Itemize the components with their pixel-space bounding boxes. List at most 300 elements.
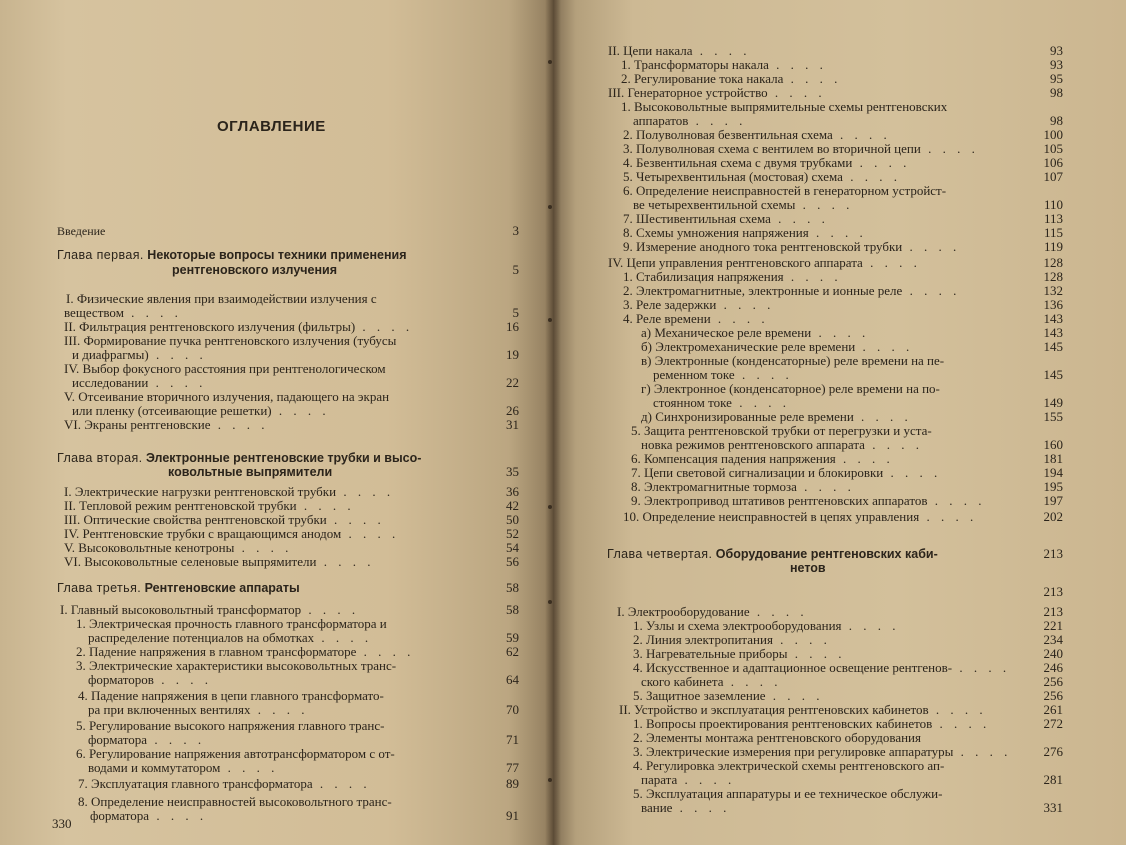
toc-entry-title: форматора: [88, 732, 148, 747]
leader-dots: . . . .: [312, 776, 371, 791]
leader-dots: . . . .: [928, 702, 987, 717]
toc-entry-title: 2. Линия электропитания: [633, 632, 773, 647]
right-toc-entry: [653, 396, 790, 410]
toc-entry-title: VI. Высоковольтные селеновые выпрямители: [64, 554, 317, 569]
left-toc-entry: [76, 645, 414, 659]
toc-entry-title: вание: [641, 800, 673, 815]
toc-page-number: 128: [1043, 255, 1063, 270]
left-toc-entry: [57, 248, 407, 262]
leader-dots: . . . .: [765, 688, 824, 703]
right-toc-entry: [641, 438, 923, 452]
leader-dots: . . . .: [731, 395, 790, 410]
binding-hole: [548, 318, 552, 322]
toc-entry-title: и диафрагмы): [72, 347, 149, 362]
left-toc-entry: [168, 465, 332, 479]
toc-entry-title: 5. Эксплуатация аппаратуры и ее техническое обслужи-: [633, 786, 943, 801]
toc-entry-title: 8. Определение неисправностей высоковольтного транс-: [78, 794, 392, 809]
toc-entry-title: 3. Полуволновая схема с вентилем во вторичной цепи: [623, 141, 921, 156]
right-toc-entry: [641, 675, 781, 689]
toc-entry-title: аппаратов: [633, 113, 689, 128]
toc-entry-title: 4. Регулировка электрической схемы рентгеновского ап-: [633, 758, 945, 773]
toc-page-number: 221: [1043, 618, 1063, 633]
toc-entry-title: II. Тепловой режим рентгеновской трубки: [64, 498, 297, 513]
left-toc-entry: [78, 795, 392, 809]
toc-entry-title: 1. Узлы и схема электрооборудования: [633, 618, 842, 633]
right-toc-entry: [623, 312, 769, 326]
leader-dots: . . . .: [770, 211, 829, 226]
toc-page-number: 240: [1043, 646, 1063, 661]
left-toc-entry: [60, 603, 359, 617]
left-toc-entry: [66, 292, 377, 306]
leader-dots: . . . .: [852, 155, 911, 170]
right-toc-entry: [608, 256, 921, 270]
left-toc-entry: [72, 348, 207, 362]
right-toc-entry: [623, 240, 960, 254]
leader-dots: . . . .: [734, 367, 793, 382]
left-toc-entry: [88, 673, 212, 687]
toc-entry-title: 3. Электрические измерения при регулировке аппаратуры: [633, 744, 954, 759]
left-toc-entry: [76, 747, 395, 761]
toc-entry-title: 9. Измерение анодного тока рентгеновской трубки: [623, 239, 903, 254]
right-toc-entry: [641, 382, 940, 396]
toc-page-number: 64: [506, 672, 519, 687]
toc-entry-title: II. Фильтрация рентгеновского излучения (фильтры): [64, 319, 356, 334]
toc-entry-title: 4. Искусственное и адаптационное освещение рентгенов-: [633, 660, 953, 675]
toc-entry-title: 3. Электрические характеристики высоковольтных транс-: [76, 658, 397, 673]
chapter-title: Электронные рентгеновские трубки и высо-: [142, 451, 422, 465]
left-toc-entry: [78, 777, 371, 791]
toc-page-number: 256: [1043, 688, 1063, 703]
leader-dots: . . . .: [123, 305, 182, 320]
toc-page-number: 35: [506, 464, 519, 479]
toc-page-number: 115: [1043, 225, 1063, 240]
right-toc-entry: [608, 44, 750, 58]
toc-entry-title: III. Генераторное устройство: [608, 85, 768, 100]
left-toc-entry: [64, 527, 399, 541]
toc-entry-title: I. Электрооборудование: [617, 604, 750, 619]
toc-entry-title: Введение: [57, 224, 106, 238]
toc-page-number: 143: [1043, 311, 1063, 326]
leader-dots: . . . .: [336, 484, 395, 499]
toc-page-number: 213: [1043, 584, 1063, 599]
toc-entry-title: I. Главный высоковольтный трансформатор: [60, 602, 302, 617]
toc-page-number: 56: [506, 554, 519, 569]
toc-entry-title: исследовании: [72, 375, 149, 390]
right-toc-entry: [633, 647, 846, 661]
leader-dots: . . . .: [341, 526, 400, 541]
right-toc-entry: [790, 561, 826, 575]
leader-dots: . . . .: [148, 375, 207, 390]
toc-page-number: 54: [506, 540, 519, 555]
toc-entry-title: форматора: [90, 808, 150, 823]
right-toc-entry: [619, 703, 987, 717]
toc-heading: ОГЛАВЛЕНИЕ: [217, 118, 326, 135]
toc-page-number: 234: [1043, 632, 1063, 647]
toc-entry-title: 4. Падение напряжения в цепи главного трансформато-: [78, 688, 384, 703]
toc-entry-title: II. Цепи накала: [608, 43, 693, 58]
toc-entry-title: 5. Защита рентгеновской трубки от перегрузки и уста-: [631, 423, 932, 438]
left-toc-entry: [88, 631, 372, 645]
chapter-title: ковольтные выпрямители: [168, 465, 333, 479]
left-page-number: 330: [52, 816, 72, 831]
leader-dots: . . . .: [723, 674, 782, 689]
toc-entry-title: 6. Определение неисправностей в генераторном устройст-: [623, 183, 947, 198]
leader-dots: . . . .: [795, 197, 854, 212]
right-toc-entry: [641, 340, 913, 354]
toc-page-number: 281: [1043, 772, 1063, 787]
toc-page-number: 91: [506, 808, 519, 823]
binding-hole: [548, 600, 552, 604]
leader-dots: . . . .: [355, 319, 414, 334]
leader-dots: . . . .: [927, 493, 986, 508]
toc-entry-title: 3. Реле задержки: [623, 297, 717, 312]
toc-entry-title: 1. Высоковольтные выпрямительные схемы рентгеновских: [621, 99, 948, 114]
leader-dots: . . . .: [688, 113, 747, 128]
toc-entry-title: веществом: [64, 305, 124, 320]
left-toc-entry: [64, 555, 374, 569]
toc-page-number: 195: [1043, 479, 1063, 494]
leader-dots: . . . .: [832, 127, 891, 142]
left-toc-entry: [64, 320, 413, 334]
toc-page-number: 155: [1043, 409, 1063, 424]
right-toc-entry: [641, 801, 730, 815]
right-toc-entry: [631, 424, 932, 438]
left-toc-entry: [57, 451, 421, 465]
toc-page-number: 36: [506, 484, 519, 499]
left-toc-entry: [64, 306, 182, 320]
chapter-title: рентгеновского излучения: [172, 263, 338, 277]
left-toc-entry: [64, 499, 355, 513]
toc-entry-title: V. Отсеивание вторичного излучения, падающего на экран: [64, 389, 390, 404]
leader-dots: . . . .: [271, 403, 330, 418]
toc-entry-title: 1. Вопросы проектирования рентгеновских кабинетов: [633, 716, 933, 731]
left-page: [0, 0, 553, 845]
right-toc-entry: [621, 58, 827, 72]
toc-page-number: 119: [1043, 239, 1063, 254]
right-toc-entry: [653, 368, 793, 382]
toc-entry-title: IV. Рентгеновские трубки с вращающимся анодом: [64, 526, 342, 541]
leader-dots: . . . .: [296, 498, 355, 513]
leader-dots: . . . .: [147, 732, 206, 747]
toc-page-number: 149: [1043, 395, 1063, 410]
toc-entry-title: 2. Падение напряжения в главном трансформаторе: [76, 644, 357, 659]
leader-dots: . . . .: [153, 672, 212, 687]
toc-page-number: 62: [506, 644, 519, 659]
left-toc-entry: [88, 733, 205, 747]
toc-page-number: 113: [1043, 211, 1063, 226]
toc-entry-title: 2. Электромагнитные, электронные и ионные реле: [623, 283, 903, 298]
right-toc-entry: [623, 510, 977, 524]
book-gutter: [545, 0, 561, 845]
toc-page-number: 58: [506, 580, 519, 595]
toc-entry-title: ского кабинета: [641, 674, 724, 689]
toc-entry-title: 3. Нагревательные приборы: [633, 646, 788, 661]
toc-page-number: 5: [512, 262, 519, 277]
toc-entry-title: 8. Схемы умножения напряжения: [623, 225, 809, 240]
left-toc-entry: [172, 263, 337, 277]
leader-dots: . . . .: [883, 465, 942, 480]
right-toc-entry: [623, 156, 910, 170]
toc-page-number: 93: [1050, 43, 1063, 58]
right-toc-entry: [623, 284, 960, 298]
left-toc-entry: [76, 719, 384, 733]
leader-dots: . . . .: [672, 800, 731, 815]
leader-dots: . . . .: [316, 554, 375, 569]
toc-entry-title: стоянном токе: [653, 395, 732, 410]
leader-dots: . . . .: [953, 744, 1012, 759]
right-toc-entry: [608, 86, 826, 100]
right-toc-entry: [623, 212, 829, 226]
binding-hole: [548, 505, 552, 509]
leader-dots: . . . .: [811, 325, 870, 340]
right-toc-entry: [633, 759, 944, 773]
right-toc-entry: [607, 547, 938, 561]
left-toc-entry: [57, 224, 105, 238]
toc-entry-title: распределение потенциалов на обмотках: [88, 630, 315, 645]
left-toc-entry: [88, 761, 278, 775]
right-toc-entry: [633, 619, 900, 633]
leader-dots: . . . .: [808, 225, 867, 240]
toc-page-number: 22: [506, 375, 519, 390]
leader-dots: . . . .: [835, 451, 894, 466]
right-toc-entry: [623, 270, 842, 284]
left-toc-entry: [64, 362, 386, 376]
toc-page-number: 136: [1043, 297, 1063, 312]
leader-dots: . . . .: [250, 702, 309, 717]
toc-page-number: 213: [1043, 546, 1063, 561]
toc-page-number: 16: [506, 319, 519, 334]
toc-entry-title: водами и коммутатором: [88, 760, 221, 775]
right-toc-entry: [641, 773, 735, 787]
leader-dots: . . . .: [677, 772, 736, 787]
toc-entry-title: а) Механическое реле времени: [641, 325, 812, 340]
toc-entry-title: форматоров: [88, 672, 154, 687]
right-toc-entry: [641, 354, 944, 368]
leader-dots: . . . .: [772, 632, 831, 647]
leader-dots: . . . .: [932, 716, 991, 731]
right-toc-entry: [633, 745, 1011, 759]
leader-dots: . . . .: [749, 604, 808, 619]
left-toc-entry: [72, 376, 206, 390]
right-toc-entry: [623, 184, 946, 198]
leader-dots: . . . .: [301, 602, 360, 617]
toc-page-number: 107: [1043, 169, 1063, 184]
toc-page-number: 145: [1043, 339, 1063, 354]
leader-dots: . . . .: [326, 512, 385, 527]
toc-entry-title: 8. Электромагнитные тормоза: [631, 479, 797, 494]
toc-page-number: 145: [1043, 367, 1063, 382]
leader-dots: . . . .: [783, 71, 842, 86]
right-toc-entry: [633, 787, 942, 801]
right-toc-entry: [631, 494, 985, 508]
right-toc-entry: [631, 480, 855, 494]
toc-entry-title: новка режимов рентгеновского аппарата: [641, 437, 865, 452]
toc-page-number: 77: [506, 760, 519, 775]
toc-entry-title: 10. Определение неисправностей в цепях управления: [623, 509, 920, 524]
toc-entry-title: г) Электронное (конденсаторное) реле времени на по-: [641, 381, 940, 396]
toc-entry-title: 9. Электропривод штативов рентгеновских аппаратов: [631, 493, 928, 508]
toc-page-number: 50: [506, 512, 519, 527]
chapter-title: Оборудование рентгеновских каби-: [712, 547, 938, 561]
toc-entry-title: IV. Выбор фокусного расстояния при рентгенологическом: [64, 361, 386, 376]
toc-entry-title: Глава четвертая.: [607, 547, 713, 561]
toc-page-number: 261: [1043, 702, 1063, 717]
chapter-title: Некоторые вопросы техники применения: [143, 248, 407, 262]
toc-entry-title: 1. Стабилизация напряжения: [623, 269, 784, 284]
toc-page-number: 272: [1043, 716, 1063, 731]
chapter-title: нетов: [790, 561, 826, 575]
leader-dots: . . . .: [853, 409, 912, 424]
left-toc-entry: [88, 703, 308, 717]
toc-entry-title: III. Оптические свойства рентгеновской трубки: [64, 512, 327, 527]
toc-entry-title: 7. Шестивентильная схема: [623, 211, 771, 226]
leader-dots: . . . .: [841, 618, 900, 633]
left-toc-entry: [64, 334, 396, 348]
toc-entry-title: д) Синхронизированные реле времени: [641, 409, 854, 424]
toc-entry-title: 5. Защитное заземление: [633, 688, 766, 703]
toc-page-number: 181: [1043, 451, 1063, 466]
chapter-title: Рентгеновские аппараты: [141, 581, 300, 595]
toc-entry-title: 2. Полуволновая безвентильная схема: [623, 127, 833, 142]
leader-dots: . . . .: [952, 660, 1011, 675]
toc-page-number: 197: [1043, 493, 1063, 508]
left-toc-entry: [57, 581, 300, 595]
leader-dots: . . . .: [314, 630, 373, 645]
right-toc-entry: [641, 326, 869, 340]
right-toc-entry: [621, 100, 947, 114]
right-toc-entry: [633, 717, 990, 731]
toc-entry-title: в) Электронные (конденсаторные) реле времени на пе-: [641, 353, 945, 368]
left-toc-entry: [76, 659, 396, 673]
right-toc-entry: [623, 226, 867, 240]
leader-dots: . . . .: [864, 437, 923, 452]
leader-dots: . . . .: [919, 509, 978, 524]
toc-entry-title: 4. Реле времени: [623, 311, 711, 326]
toc-entry-title: Глава третья.: [57, 581, 142, 595]
toc-page-number: 143: [1043, 325, 1063, 340]
left-toc-entry: [64, 513, 385, 527]
leader-dots: . . . .: [796, 479, 855, 494]
toc-entry-title: 5. Четырехвентильная (мостовая) схема: [623, 169, 843, 184]
toc-page-number: 71: [506, 732, 519, 747]
right-toc-entry: [633, 114, 746, 128]
toc-page-number: 3: [512, 223, 519, 238]
right-toc-entry: [623, 298, 774, 312]
toc-page-number: 42: [506, 498, 519, 513]
toc-entry-title: ра при включенных вентилях: [88, 702, 251, 717]
leader-dots: . . . .: [768, 57, 827, 72]
toc-page-number: 98: [1050, 113, 1063, 128]
toc-entry-title: 1. Электрическая прочность главного трансформатора и: [76, 616, 387, 631]
toc-page-number: 105: [1043, 141, 1063, 156]
left-toc-entry: [64, 485, 394, 499]
toc-entry-title: IV. Цепи управления рентгеновского аппарата: [608, 255, 863, 270]
toc-entry-title: ременном токе: [653, 367, 735, 382]
left-toc-entry: [72, 404, 330, 418]
toc-page-number: 100: [1043, 127, 1063, 142]
toc-page-number: 128: [1043, 269, 1063, 284]
leader-dots: . . . .: [855, 339, 914, 354]
toc-entry-title: 1. Трансформаторы накала: [621, 57, 769, 72]
leader-dots: . . . .: [902, 283, 961, 298]
right-toc-entry: [631, 452, 894, 466]
leader-dots: . . . .: [783, 269, 842, 284]
toc-page-number: 95: [1050, 71, 1063, 86]
right-toc-entry: [623, 170, 901, 184]
leader-dots: . . . .: [920, 141, 979, 156]
toc-entry-title: 2. Регулирование тока накала: [621, 71, 784, 86]
right-page: [553, 0, 1126, 845]
toc-entry-title: 2. Элементы монтажа рентгеновского оборудования: [633, 730, 921, 745]
right-toc-entry: [623, 142, 979, 156]
right-toc-entry: [633, 661, 1010, 675]
toc-entry-title: парата: [641, 772, 678, 787]
toc-page-number: 331: [1043, 800, 1063, 815]
toc-entry-title: 7. Эксплуатация главного трансформатора: [78, 776, 313, 791]
toc-page-number: 132: [1043, 283, 1063, 298]
leader-dots: . . . .: [716, 297, 775, 312]
left-toc-entry: [64, 418, 269, 432]
toc-page-number: 194: [1043, 465, 1063, 480]
leader-dots: . . . .: [356, 644, 415, 659]
toc-entry-title: 6. Регулирование напряжения автотрансформатором с от-: [76, 746, 395, 761]
right-toc-entry: [623, 128, 891, 142]
toc-entry-title: VI. Экраны рентгеновские: [64, 417, 211, 432]
left-toc-entry: [64, 541, 292, 555]
leader-dots: . . . .: [767, 85, 826, 100]
right-toc-entry: [633, 689, 824, 703]
toc-page-number: 70: [506, 702, 519, 717]
toc-page-number: 110: [1043, 197, 1063, 212]
toc-entry-title: Глава первая.: [57, 248, 144, 262]
toc-page-number: 276: [1043, 744, 1063, 759]
leader-dots: . . . .: [787, 646, 846, 661]
toc-page-number: 246: [1043, 660, 1063, 675]
toc-page-number: 106: [1043, 155, 1063, 170]
toc-entry-title: V. Высоковольтные кенотроны: [64, 540, 235, 555]
right-toc-entry: [617, 605, 808, 619]
toc-page-number: 202: [1043, 509, 1063, 524]
binding-hole: [548, 778, 552, 782]
toc-page-number: 89: [506, 776, 519, 791]
toc-entry-title: Глава вторая.: [57, 451, 143, 465]
toc-entry-title: или пленку (отсеивающие решетки): [72, 403, 272, 418]
toc-page-number: 26: [506, 403, 519, 418]
toc-page-number: 59: [506, 630, 519, 645]
right-toc-entry: [633, 198, 853, 212]
left-toc-entry: [76, 617, 387, 631]
toc-page-number: 256: [1043, 674, 1063, 689]
right-toc-entry: [631, 466, 941, 480]
right-toc-entry: [633, 731, 921, 745]
left-toc-entry: [78, 689, 384, 703]
binding-hole: [548, 60, 552, 64]
toc-entry-title: 6. Компенсация падения напряжения: [631, 451, 836, 466]
leader-dots: . . . .: [210, 417, 269, 432]
left-toc-entry: [64, 390, 389, 404]
leader-dots: . . . .: [902, 239, 961, 254]
toc-entry-title: б) Электромеханические реле времени: [641, 339, 856, 354]
toc-page-number: 98: [1050, 85, 1063, 100]
binding-hole: [548, 205, 552, 209]
toc-page-number: 52: [506, 526, 519, 541]
leader-dots: . . . .: [692, 43, 751, 58]
toc-entry-title: III. Формирование пучка рентгеновского излучения (тубусы: [64, 333, 397, 348]
toc-page-number: 58: [506, 602, 519, 617]
toc-page-number: 19: [506, 347, 519, 362]
toc-entry-title: I. Электрические нагрузки рентгеновской трубки: [64, 484, 337, 499]
toc-page-number: 160: [1043, 437, 1063, 452]
